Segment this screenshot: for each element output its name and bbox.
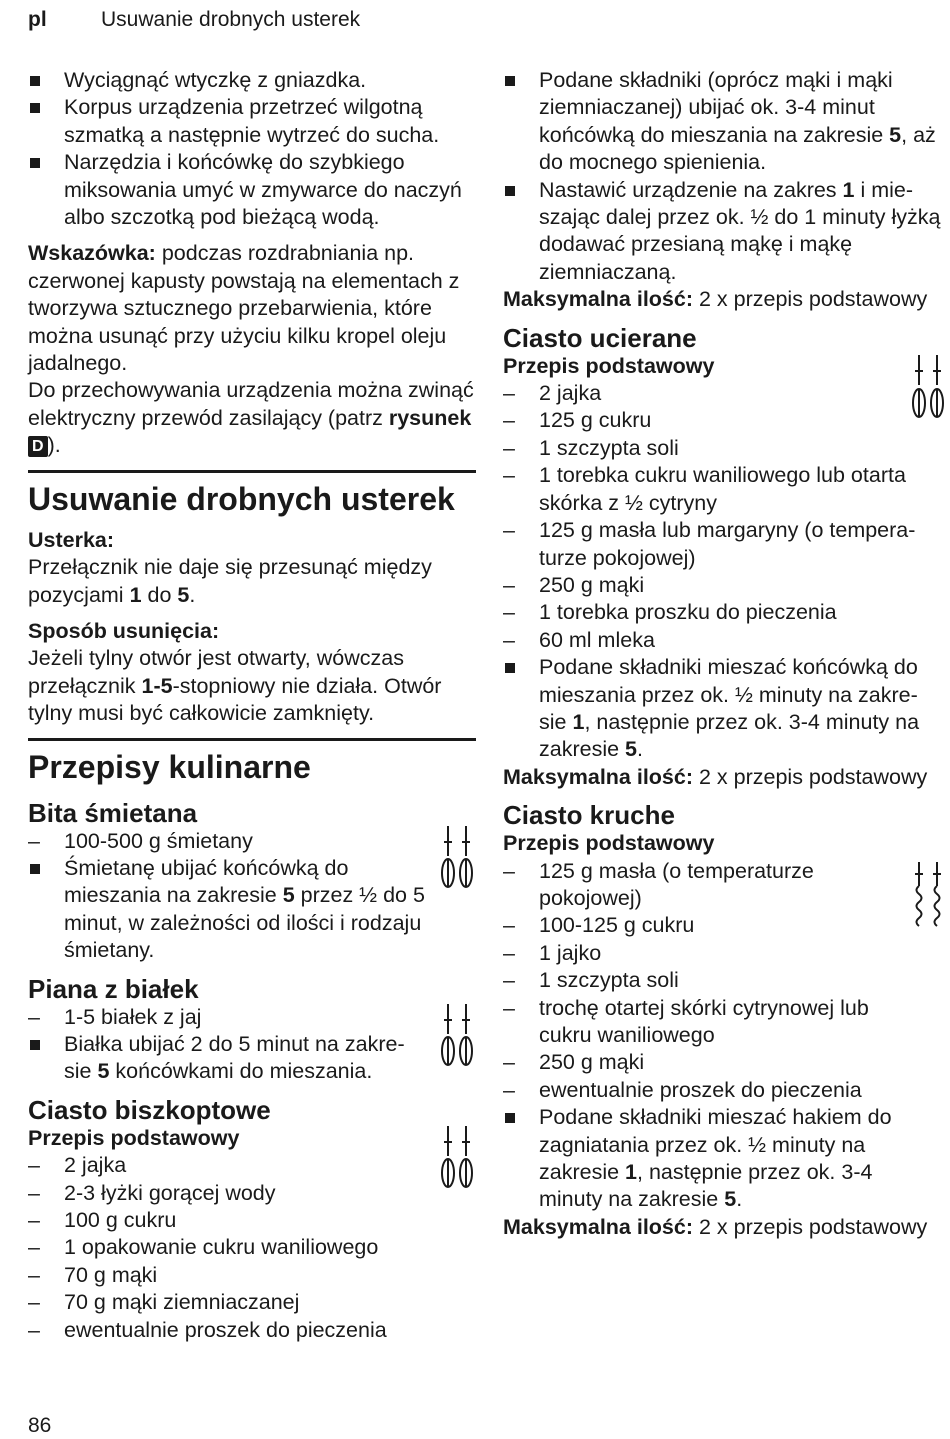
list-item: – 100-125 g cukru xyxy=(503,913,695,938)
fix-text: Jeżeli tylny otwór jest otwarty, wówczas przełącznik 1-5-stopniowy nie działa. Otwór tylny musi być całkowicie zamknięty. xyxy=(28,646,442,726)
list-item: Śmietanę ubijać końcówką do mieszania na zakresie 5 przez ½ do 5 minut, w zależności od ilości i rodzaju śmietany. xyxy=(28,855,476,965)
list-item: – 125 g masła (o temperaturze pokojowej) xyxy=(503,858,814,910)
page-number: 86 xyxy=(28,1414,52,1437)
recipe-subtitle: Przepis podstawowy xyxy=(503,831,715,856)
left-column xyxy=(28,67,476,1344)
list-item: – 250 g mąki xyxy=(503,1050,645,1075)
dough-hooks-icon xyxy=(908,860,948,932)
list-item: – 100 g cukru xyxy=(28,1208,177,1232)
max-amount: Maksymalna ilość: 2 x przepis podstawowy xyxy=(503,764,928,789)
list-item: – 250 g mąki xyxy=(503,572,645,597)
list-item: – 2 jajka xyxy=(28,1153,127,1178)
section-title: Przepisy kulinarne xyxy=(28,748,311,785)
running-title: Usuwanie drobnych usterek xyxy=(101,8,361,31)
recipe-title: Bita śmietana xyxy=(28,797,198,828)
whisk-beaters-icon xyxy=(437,1124,477,1190)
list-item: Podane składniki mieszać końcówką do mieszania przez ok. ½ minuty na zakre-sie 1, następnie przez ok. 3-4 minuty na zakresie 5. xyxy=(503,654,945,764)
section-divider xyxy=(28,738,476,741)
list-item: Wyciągnąć wtyczkę z gniazdka. xyxy=(28,67,476,94)
list-item: – 1 jajko xyxy=(503,940,602,965)
list-item: – 60 ml mleka xyxy=(503,627,655,652)
whisk-beaters-icon xyxy=(908,353,948,421)
max-amount: Maksymalna ilość: 2 x przepis podstawowy xyxy=(503,287,928,312)
recipe-subtitle: Przepis podstawowy xyxy=(28,1125,240,1150)
list-item: Nastawić urządzenie na zakres 1 i mie-szając dalej przez ok. ½ do 1 minuty łyżką dodawać przesianą mąkę i mąkę ziemniaczaną. xyxy=(503,177,945,287)
language-code: pl xyxy=(28,8,47,31)
list-item: – 1-5 białek z jaj xyxy=(28,1004,202,1029)
figure-key: D xyxy=(28,436,48,457)
recipe-title: Piana z białek xyxy=(28,973,199,1004)
list-item: – 70 g mąki xyxy=(28,1262,158,1287)
right-column xyxy=(503,67,945,1241)
whisk-beaters-icon xyxy=(437,824,477,890)
list-item: – ewentualnie proszek do pieczenia xyxy=(503,1077,862,1102)
list-item: – 1 torebka proszku do pieczenia xyxy=(503,600,837,625)
list-item: – 1 opakowanie cukru waniliowego xyxy=(28,1235,379,1260)
list-item: Narzędzia i końcówkę do szybkiego miksowania umyć w zmywarce do naczyń albo szczotką pod bieżącą wodą. xyxy=(28,149,476,231)
section-divider xyxy=(28,470,476,473)
storage-paragraph: Do przechowywania urządzenia można zwinąć elektryczny przewód zasilający (patrz rysunek D ). xyxy=(28,378,474,458)
list-item: Korpus urządzenia przetrzeć wilgotną szmatką a następnie wytrzeć do sucha. xyxy=(28,94,476,149)
list-item: – 1 szczypta soli xyxy=(503,435,679,460)
list-item: Białka ubijać 2 do 5 minut na zakre-sie 5 końcówkami do mieszania. xyxy=(28,1031,476,1086)
recipe-title: Ciasto biszkoptowe xyxy=(28,1094,271,1125)
list-item: – 100-500 g śmietany xyxy=(28,828,253,853)
list-item: – 2-3 łyżki gorącej wody xyxy=(28,1180,276,1205)
list-item: – 2 jajka xyxy=(503,381,602,406)
list-item: Podane składniki mieszać hakiem do zagniatania przez ok. ½ minuty na zakresie 1, następnie przez ok. 3-4 minuty na zakresie 5. xyxy=(503,1104,945,1214)
fault-text: Przełącznik nie daje się przesunąć między pozycjami 1 do 5. xyxy=(28,555,432,607)
list-item: – 125 g cukru xyxy=(503,408,652,433)
max-amount: Maksymalna ilość: 2 x przepis podstawowy xyxy=(503,1214,928,1239)
list-item: Podane składniki (oprócz mąki i mąki ziemniaczanej) ubijać ok. 3-4 minut końcówką do mieszania na zakresie 5, aż do mocnego spienienia. xyxy=(503,67,945,177)
list-item: – ewentualnie proszek do pieczenia xyxy=(28,1317,387,1342)
section-title: Usuwanie drobnych usterek xyxy=(28,480,455,517)
tip-paragraph: Wskazówka: podczas rozdrabniania np. czerwonej kapusty powstają na elementach z tworzywa sztucznego przebarwienia, które można usunąć przy użyciu kilku kropel oleju jadalnego. xyxy=(28,241,460,376)
fix-label: Sposób usunięcia: xyxy=(28,618,220,643)
list-item: – 1 torebka cukru waniliowego lub otarta skórka z ½ cytryny xyxy=(503,463,906,515)
whisk-beaters-icon xyxy=(437,1002,477,1068)
list-item: – 125 g masła lub margaryny (o tempera-turze pokojowej) xyxy=(503,518,916,570)
list-item: – 1 szczypta soli xyxy=(503,968,679,993)
recipe-subtitle: Przepis podstawowy xyxy=(503,353,715,378)
recipe-title: Ciasto kruche xyxy=(503,800,675,831)
list-item: – trochę otartej skórki cytrynowej lub cukru waniliowego xyxy=(503,995,869,1047)
fault-label: Usterka: xyxy=(28,527,115,552)
list-item: – 70 g mąki ziemniaczanej xyxy=(28,1290,300,1315)
recipe-title: Ciasto ucierane xyxy=(503,322,697,353)
